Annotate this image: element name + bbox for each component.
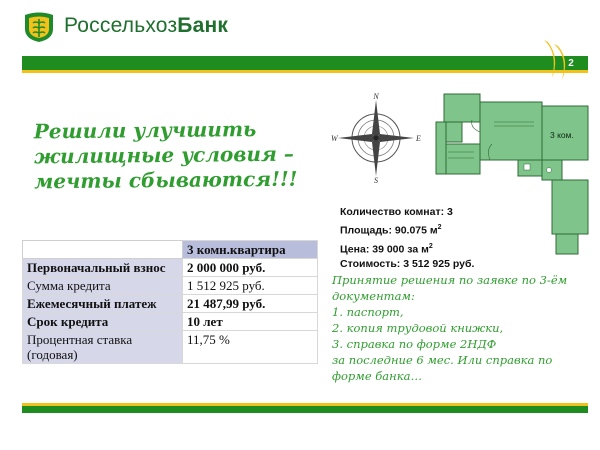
compass-rose-icon	[328, 92, 424, 184]
table-row	[23, 331, 318, 364]
info-price: Цена: 39 000 за м	[340, 243, 429, 255]
row-value: 1 512 925 руб.	[183, 277, 318, 295]
docs-line: форме банка…	[332, 369, 422, 383]
bank-logo	[22, 8, 228, 44]
compass-south: S	[374, 176, 378, 184]
table-header-row	[23, 241, 318, 259]
docs-line: 1. паспорт,	[332, 305, 404, 319]
docs-line: документам:	[332, 289, 415, 303]
table-row	[23, 277, 318, 295]
info-price-line	[340, 239, 474, 258]
bank-name: РоссельхозБанк	[64, 14, 229, 37]
bank-emblem-icon	[22, 9, 56, 43]
info-area-sup: 2	[437, 224, 442, 231]
row-label: Процентная ставка (годовая)	[23, 331, 183, 364]
row-label: Срок кредита	[23, 313, 183, 331]
headline-line: мечты сбываются!!!	[34, 166, 298, 194]
headline	[34, 117, 298, 195]
docs-line: Принятие решения по заявке по 3-ём	[332, 273, 568, 287]
slide-number: 2	[568, 58, 574, 69]
documents-note	[332, 272, 567, 384]
credit-table	[22, 240, 318, 364]
row-label: Сумма кредита	[23, 277, 183, 295]
headline-line: Решили улучшить	[33, 117, 257, 144]
compass-north: N	[373, 92, 379, 101]
row-label: Ежемесячный платеж	[23, 295, 183, 313]
headline-line: жилищные условия –	[33, 141, 294, 169]
docs-line: за последние 6 мес. Или справка по	[332, 353, 553, 367]
info-price-sup: 2	[428, 242, 433, 250]
floor-plan-room-label: 3 ком.	[550, 130, 574, 140]
row-value: 21 487,99 руб.	[183, 295, 318, 313]
row-value: 11,75 %	[183, 331, 318, 364]
table-column-header: 3 комн.квартира	[183, 241, 318, 259]
row-value: 10 лет	[183, 313, 318, 331]
info-area: Площадь: 90.075 м	[340, 224, 438, 237]
docs-line: 3. справка по форме 2НДФ	[332, 337, 497, 351]
table-row	[23, 259, 318, 277]
header-stripe	[22, 56, 588, 73]
row-value: 2 000 000 руб.	[183, 259, 318, 277]
docs-line: 2. копия трудовой книжки,	[332, 321, 504, 335]
apartment-info	[340, 205, 474, 272]
row-label: Первоначальный взнос	[23, 259, 183, 277]
compass-west: W	[331, 134, 338, 143]
info-rooms: Количество комнат: 3	[340, 206, 453, 218]
compass-east: E	[416, 134, 421, 143]
info-area-line	[340, 220, 474, 239]
footer-stripe	[22, 403, 588, 413]
info-cost: Стоимость: 3 512 925 руб.	[340, 258, 475, 270]
table-header-empty	[23, 241, 183, 259]
table-row	[23, 313, 318, 331]
table-row	[23, 295, 318, 313]
